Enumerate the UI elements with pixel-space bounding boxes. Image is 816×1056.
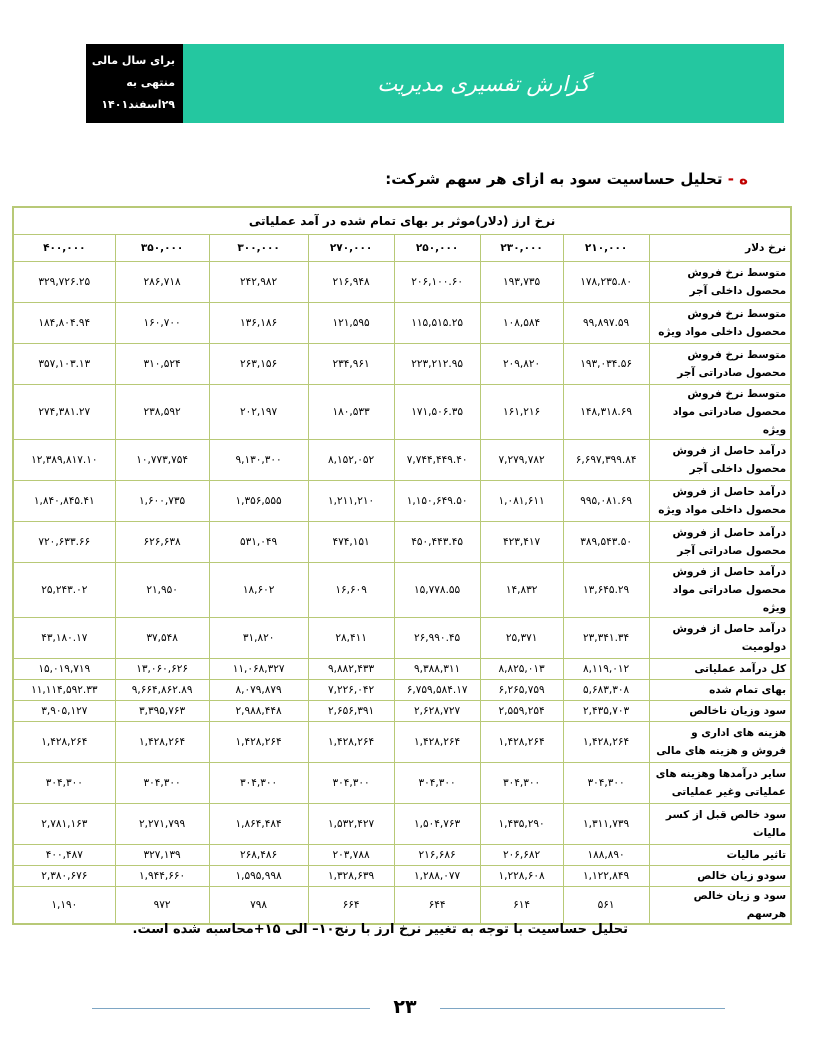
table-row (13, 481, 791, 522)
rate-header: ۴۰۰,۰۰۰ (13, 235, 115, 262)
table-cell: ۷۲۰,۶۳۳.۶۶ (13, 522, 115, 563)
row-label: درآمد حاصل از فروش محصول صادراتی آجر (649, 522, 791, 563)
rate-header: ۲۳۰,۰۰۰ (480, 235, 563, 262)
table-cell: ۶۲۶,۶۳۸ (115, 522, 209, 563)
table-cell: ۱,۱۲۲,۸۴۹ (563, 866, 649, 887)
table-cell: ۲۰۶,۶۸۲ (480, 845, 563, 866)
rate-header: ۲۱۰,۰۰۰ (563, 235, 649, 262)
table-cell: ۱,۱۹۰ (13, 887, 115, 925)
table-row (13, 804, 791, 845)
row-label: سود وزیان ناخالص (649, 701, 791, 722)
table-cell: ۲,۳۸۰,۶۷۶ (13, 866, 115, 887)
row-label: سایر درآمدها وهزینه های عملیاتی وغیر عملیاتی (649, 763, 791, 804)
table-cell: ۳,۹۰۵,۱۲۷ (13, 701, 115, 722)
table-cell: ۱۳۶,۱۸۶ (209, 303, 308, 344)
table-cell: ۶۶۴ (308, 887, 394, 925)
table-cell: ۲۴۲,۹۸۲ (209, 262, 308, 303)
table-cell: ۱۹۳,۰۳۴.۵۶ (563, 344, 649, 385)
table-footnote: تحلیل حساسیت با توجه به تغییر نرخ ارز با رنج۱۰– الی ۱۵+محاسبه شده است. (132, 922, 628, 937)
row-label: کل درآمد عملیاتی (649, 659, 791, 680)
table-cell: ۱۴,۸۳۲ (480, 563, 563, 618)
table-cell: ۱,۲۱۱,۲۱۰ (308, 481, 394, 522)
table-row (13, 344, 791, 385)
table-cell: ۱,۴۲۸,۲۶۴ (480, 722, 563, 763)
table-cell: ۱,۲۲۸,۶۰۸ (480, 866, 563, 887)
table-cell: ۱۲,۳۸۹,۸۱۷.۱۰ (13, 440, 115, 481)
table-cell: ۶۴۴ (394, 887, 480, 925)
table-cell: ۱,۶۰۰,۷۳۵ (115, 481, 209, 522)
table-cell: ۲۲۳,۲۱۲.۹۵ (394, 344, 480, 385)
section-heading (385, 170, 748, 188)
table-cell: ۹۹,۸۹۷.۵۹ (563, 303, 649, 344)
table-cell: ۶,۶۹۷,۳۹۹.۸۴ (563, 440, 649, 481)
page-number: ۲۳ (393, 996, 417, 1018)
table-row (13, 385, 791, 440)
rate-header: ۲۵۰,۰۰۰ (394, 235, 480, 262)
table-cell: ۷,۲۷۹,۷۸۲ (480, 440, 563, 481)
table-row (13, 887, 791, 925)
table-cell: ۲۸۶,۷۱۸ (115, 262, 209, 303)
table-cell: ۳۵۷,۱۰۳.۱۳ (13, 344, 115, 385)
table-cell: ۶,۷۵۹,۵۸۴.۱۷ (394, 680, 480, 701)
table-cell: ۹۷۲ (115, 887, 209, 925)
table-cell: ۲۱۶,۶۸۶ (394, 845, 480, 866)
table-cell: ۱۳,۶۴۵.۲۹ (563, 563, 649, 618)
table-cell: ۲۶۸,۴۸۶ (209, 845, 308, 866)
table-row (13, 303, 791, 344)
table-cell: ۱۶,۶۰۹ (308, 563, 394, 618)
table-cell: ۳,۳۹۵,۷۶۳ (115, 701, 209, 722)
row-label: درآمد حاصل از فروش محصول صادراتی مواد ویژه (649, 563, 791, 618)
table-cell: ۵۶۱ (563, 887, 649, 925)
table-cell: ۳۰۴,۳۰۰ (209, 763, 308, 804)
table-cell: ۳۰۴,۳۰۰ (480, 763, 563, 804)
table-cell: ۷,۷۴۴,۴۴۹.۴۰ (394, 440, 480, 481)
table-cell: ۱۱۵,۵۱۵.۲۵ (394, 303, 480, 344)
table-cell: ۱,۴۲۸,۲۶۴ (308, 722, 394, 763)
table-row (13, 701, 791, 722)
table-row (13, 440, 791, 481)
table-cell: ۸,۰۷۹,۸۷۹ (209, 680, 308, 701)
table-cell: ۸,۸۲۵,۰۱۳ (480, 659, 563, 680)
table-cell: ۲,۶۵۶,۳۹۱ (308, 701, 394, 722)
table-cell: ۱۸,۶۰۲ (209, 563, 308, 618)
row-label: متوسط نرخ فروش محصول داخلی مواد ویژه (649, 303, 791, 344)
table-cell: ۳۱,۸۲۰ (209, 618, 308, 659)
rate-header: ۲۷۰,۰۰۰ (308, 235, 394, 262)
table-cell: ۱,۴۲۸,۲۶۴ (115, 722, 209, 763)
table-cell: ۱۸۰,۵۳۳ (308, 385, 394, 440)
table-cell: ۱۲۱,۵۹۵ (308, 303, 394, 344)
table-row (13, 659, 791, 680)
table-cell: ۲,۹۸۸,۴۴۸ (209, 701, 308, 722)
table-row (13, 722, 791, 763)
table-cell: ۱,۸۴۰,۸۴۵.۴۱ (13, 481, 115, 522)
table-cell: ۴۲۳,۴۱۷ (480, 522, 563, 563)
report-title: گزارش تفسیری مدیریت (377, 71, 590, 96)
table-cell: ۲۰۲,۱۹۷ (209, 385, 308, 440)
report-period-line-1: برای سال مالی (91, 54, 175, 67)
table-cell: ۲,۵۵۹,۲۵۴ (480, 701, 563, 722)
table-cell: ۱,۵۰۴,۷۶۳ (394, 804, 480, 845)
table-cell: ۱۱,۰۶۸,۳۲۷ (209, 659, 308, 680)
rate-header: ۳۰۰,۰۰۰ (209, 235, 308, 262)
table-cell: ۲۰۶,۱۰۰.۶۰ (394, 262, 480, 303)
table-cell: ۳۰۴,۳۰۰ (115, 763, 209, 804)
rate-header: ۳۵۰,۰۰۰ (115, 235, 209, 262)
table-cell: ۲۸,۴۱۱ (308, 618, 394, 659)
table-cell: ۲۶۳,۱۵۶ (209, 344, 308, 385)
report-period-line-2: منتهی به (126, 76, 175, 89)
table-cell: ۲۱,۹۵۰ (115, 563, 209, 618)
table-cell: ۱۶۰,۷۰۰ (115, 303, 209, 344)
table-row (13, 522, 791, 563)
table-cell: ۵,۶۸۳,۳۰۸ (563, 680, 649, 701)
table-cell: ۴۰۰,۴۸۷ (13, 845, 115, 866)
table-cell: ۲,۷۸۱,۱۶۳ (13, 804, 115, 845)
row-label: درآمد حاصل از فروش محصول داخلی آجر (649, 440, 791, 481)
row-label: درآمد حاصل از فروش دولومیت (649, 618, 791, 659)
table-cell: ۱۸۴,۸۰۴.۹۴ (13, 303, 115, 344)
row-label: بهای تمام شده (649, 680, 791, 701)
table-cell: ۲,۴۳۵,۷۰۳ (563, 701, 649, 722)
table-cell: ۷۹۸ (209, 887, 308, 925)
table-cell: ۱,۹۴۴,۶۶۰ (115, 866, 209, 887)
table-row (13, 866, 791, 887)
table-cell: ۳۲۷,۱۳۹ (115, 845, 209, 866)
table-cell: ۱,۴۲۸,۲۶۴ (563, 722, 649, 763)
table-cell: ۸,۱۵۲,۰۵۲ (308, 440, 394, 481)
table-cell: ۹,۳۸۸,۳۱۱ (394, 659, 480, 680)
table-cell: ۱,۴۲۸,۲۶۴ (13, 722, 115, 763)
table-cell: ۹,۱۳۰,۳۰۰ (209, 440, 308, 481)
table-header-row (13, 235, 791, 262)
table-cell: ۱,۴۳۵,۲۹۰ (480, 804, 563, 845)
table-cell: ۳۰۴,۳۰۰ (308, 763, 394, 804)
row-label: سود خالص قبل از کسر مالیات (649, 804, 791, 845)
table-cell: ۳۰۴,۳۰۰ (394, 763, 480, 804)
table-cell: ۱۱,۱۱۴,۵۹۲.۳۳ (13, 680, 115, 701)
table-cell: ۲۳۴,۹۶۱ (308, 344, 394, 385)
table-cell: ۱,۴۲۸,۲۶۴ (394, 722, 480, 763)
table-cell: ۳۷,۵۴۸ (115, 618, 209, 659)
row-label: سودو زیان خالص (649, 866, 791, 887)
table-cell: ۴۵۰,۴۴۳.۴۵ (394, 522, 480, 563)
row-label: متوسط نرخ فروش محصول صادراتی مواد ویژه (649, 385, 791, 440)
table-row (13, 563, 791, 618)
table-row (13, 845, 791, 866)
table-cell: ۱۶۱,۲۱۶ (480, 385, 563, 440)
row-label: متوسط نرخ فروش محصول داخلی آجر (649, 262, 791, 303)
table-cell: ۲۰۳,۷۸۸ (308, 845, 394, 866)
table-cell: ۱۵,۷۷۸.۵۵ (394, 563, 480, 618)
table-cell: ۶۱۴ (480, 887, 563, 925)
row-label: درآمد حاصل از فروش محصول داخلی مواد ویژه (649, 481, 791, 522)
table-cell: ۱۰,۷۷۳,۷۵۴ (115, 440, 209, 481)
table-cell: ۲۵,۳۷۱ (480, 618, 563, 659)
table-cell: ۱۵,۰۱۹,۷۱۹ (13, 659, 115, 680)
table-cell: ۷,۲۲۶,۰۴۲ (308, 680, 394, 701)
table-cell: ۲,۶۲۸,۷۲۷ (394, 701, 480, 722)
table-cell: ۳۲۹,۷۲۶.۲۵ (13, 262, 115, 303)
table-cell: ۱۴۸,۳۱۸.۶۹ (563, 385, 649, 440)
section-number: ه - (727, 170, 748, 188)
table-cell: ۱۹۳,۷۳۵ (480, 262, 563, 303)
table-cell: ۳۰۴,۳۰۰ (13, 763, 115, 804)
row-label: متوسط نرخ فروش محصول صادراتی آجر (649, 344, 791, 385)
row-label: هزینه های اداری و فروش و هزینه های مالی (649, 722, 791, 763)
table-cell: ۱,۸۶۴,۴۸۴ (209, 804, 308, 845)
row-label: تاثیر مالیات (649, 845, 791, 866)
table-cell: ۹۹۵,۰۸۱.۶۹ (563, 481, 649, 522)
table-row (13, 763, 791, 804)
table-cell: ۳۰۴,۳۰۰ (563, 763, 649, 804)
table-cell: ۸,۱۱۹,۰۱۲ (563, 659, 649, 680)
row-label: سود و زیان خالص هرسهم (649, 887, 791, 925)
table-cell: ۳۱۰,۵۲۴ (115, 344, 209, 385)
table-caption: نرخ ارز (دلار)موثر بر بهای تمام شده در آمد عملیاتی (13, 207, 791, 235)
table-cell: ۲۷۴,۳۸۱.۲۷ (13, 385, 115, 440)
table-cell: ۱,۳۲۸,۶۳۹ (308, 866, 394, 887)
table-cell: ۶,۲۶۵,۷۵۹ (480, 680, 563, 701)
table-cell: ۱۷۸,۲۳۵.۸۰ (563, 262, 649, 303)
table-row (13, 618, 791, 659)
sensitivity-table (12, 206, 792, 925)
table-cell: ۲۶,۹۹۰.۴۵ (394, 618, 480, 659)
table-cell: ۱,۰۸۱,۶۱۱ (480, 481, 563, 522)
table-cell: ۱,۱۵۰,۶۴۹.۵۰ (394, 481, 480, 522)
table-cell: ۱,۵۹۵,۹۹۸ (209, 866, 308, 887)
table-cell: ۱,۳۵۶,۵۵۵ (209, 481, 308, 522)
table-cell: ۲۵,۲۴۳.۰۲ (13, 563, 115, 618)
table-cell: ۲۰۹,۸۲۰ (480, 344, 563, 385)
table-cell: ۱۸۸,۸۹۰ (563, 845, 649, 866)
table-cell: ۱,۲۸۸,۰۷۷ (394, 866, 480, 887)
report-period-line-3: ۲۹اسفند۱۴۰۱ (101, 98, 175, 111)
table-cell: ۱,۵۳۲,۴۲۷ (308, 804, 394, 845)
footer-divider-left (92, 1008, 370, 1009)
report-period-box (86, 44, 183, 123)
table-cell: ۱,۴۲۸,۲۶۴ (209, 722, 308, 763)
table-cell: ۲۳,۳۴۱.۳۴ (563, 618, 649, 659)
table-cell: ۱۰۸,۵۸۴ (480, 303, 563, 344)
table-row (13, 262, 791, 303)
table-cell: ۹,۶۶۴,۸۶۲.۸۹ (115, 680, 209, 701)
table-row (13, 680, 791, 701)
section-title-text: تحلیل حساسیت سود به ازای هر سهم شرکت: (385, 170, 723, 188)
table-cell: ۱۷۱,۵۰۶.۳۵ (394, 385, 480, 440)
table-cell: ۴۳,۱۸۰.۱۷ (13, 618, 115, 659)
footer-divider-right (440, 1008, 725, 1009)
table-cell: ۵۳۱,۰۴۹ (209, 522, 308, 563)
table-cell: ۱,۳۱۱,۷۳۹ (563, 804, 649, 845)
report-title-banner (183, 44, 784, 123)
table-cell: ۲۱۶,۹۴۸ (308, 262, 394, 303)
table-cell: ۳۸۹,۵۴۳.۵۰ (563, 522, 649, 563)
table-cell: ۲۳۸,۵۹۲ (115, 385, 209, 440)
table-cell: ۲,۲۷۱,۷۹۹ (115, 804, 209, 845)
table-cell: ۹,۸۸۲,۴۳۳ (308, 659, 394, 680)
header-label: نرخ دلار (649, 235, 791, 262)
table-cell: ۴۷۴,۱۵۱ (308, 522, 394, 563)
table-cell: ۱۳,۰۶۰,۶۲۶ (115, 659, 209, 680)
